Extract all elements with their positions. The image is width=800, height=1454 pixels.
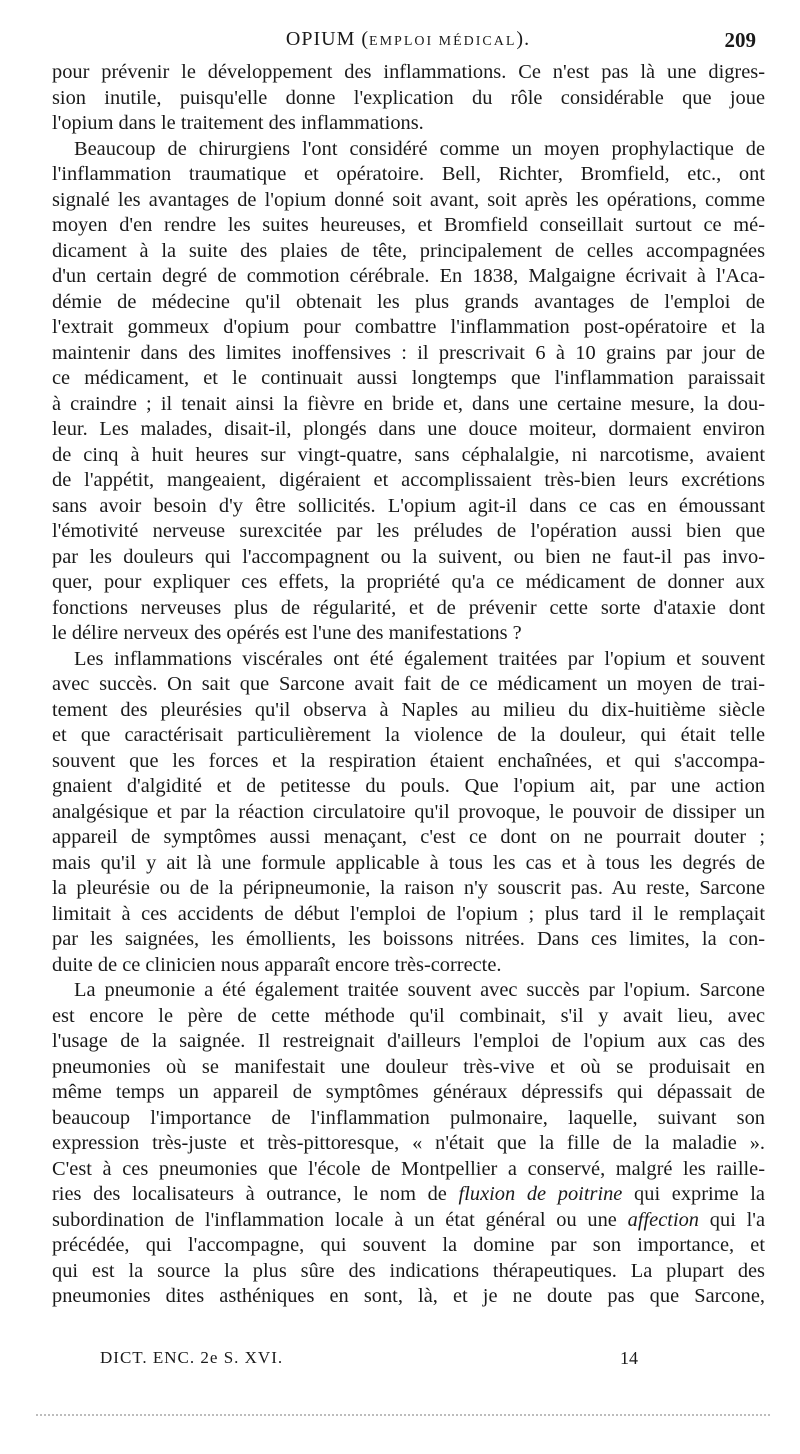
text-line: pneumonies où se manifestait une douleur très-vive et où se produisait en <box>52 1055 765 1078</box>
text-line: expression très-juste et très-pittoresque, « n'était que la fille de la maladie ». <box>52 1132 765 1154</box>
text-line: maintenir dans des limites inoffensives : il prescrivait 6 à 10 grains par jour de <box>52 341 765 364</box>
text-line: démie de médecine qu'il obtenait les plus grands avantages de l'emploi de <box>52 290 765 313</box>
text-line: l'usage de la saignée. Il restreignait d'ailleurs l'emploi de l'opium aux cas des <box>52 1030 765 1052</box>
text-line: par les douleurs qui l'accompagnent ou la suivent, ou bien ne faut-il pas invo- <box>52 545 765 568</box>
text-line: sans avoir besoin d'y être sollicités. L'opium agit-il dans ce cas en émoussant <box>52 494 765 517</box>
text-line: pour prévenir le développement des inflammations. Ce n'est pas là une digres- <box>52 61 765 83</box>
text-line: la pleurésie ou de la péripneumonie, la raison n'y souscrit pas. Au reste, Sarcone <box>52 877 765 899</box>
paragraph-start-line: La pneumonie a été également traitée souvent avec succès par l'opium. Sarcone <box>74 979 765 1001</box>
text-line: l'extrait gommeux d'opium pour combattre l'inflammation post-opératoire et la <box>52 316 765 338</box>
italic-term: fluxion de poitrine <box>458 1183 623 1205</box>
text-line: quer, pour expliquer ces effets, la propriété qu'a ce médicament de donner aux <box>52 571 765 593</box>
text-segment: qui l'a <box>709 1208 766 1231</box>
text-line: même temps un appareil de symptômes généraux dépressifs qui dépassait de <box>52 1081 765 1103</box>
title-end: ). <box>516 28 531 50</box>
text-line-with-italic <box>52 1208 765 1234</box>
text-line: qui est la source la plus sûre des indications thérapeutiques. La plupart des <box>52 1259 765 1282</box>
text-line: avec succès. On sait que Sarcone avait fait de ce médicament un moyen de trai- <box>52 673 765 695</box>
text-line: analgésique et par la réaction circulatoire qu'il provoque, le pouvoir de dissiper un <box>52 800 765 823</box>
text-line: sion inutile, puisqu'elle donne l'explication du rôle considérable que joue <box>52 86 765 109</box>
text-line: souvent que les forces et la respiration étaient enchaînées, et qui s'accompa- <box>52 749 765 772</box>
text-line: limitait à ces accidents de début l'emploi de l'opium ; plus tard il le remplaçait <box>52 902 765 925</box>
text-line: fonctions nerveuses plus de régularité, et de prévenir cette sorte d'ataxie dont <box>52 596 765 619</box>
text-line: à craindre ; il tenait ainsi la fièvre en bride et, dans une certaine mesure, la dou- <box>52 392 765 415</box>
text-line: précédée, qui l'accompagne, qui souvent la domine par son importance, et <box>52 1234 765 1256</box>
page-number: 209 <box>724 28 756 52</box>
dotted-rule <box>36 1414 770 1418</box>
text-line: beaucoup l'importance de l'inflammation pulmonaire, laquelle, suivant son <box>52 1106 765 1129</box>
text-line: dicament à la suite des plaies de tête, principalement de celles accompagnées <box>52 239 765 262</box>
text-line: signalé les avantages de l'opium donné soit avant, soit après les opérations, comme <box>52 188 765 211</box>
text-line: de cinq à huit heures sur vingt-quatre, sans céphalalgie, ni narcotisme, avaient <box>52 443 765 466</box>
text-line: leur. Les malades, disait-il, plongés dans une douce moiteur, dormaient environ <box>52 418 765 440</box>
text-line: duite de ce clinicien nous apparaît encore très-correcte. <box>52 953 502 976</box>
paragraph-start-line: Les inflammations viscérales ont été également traitées par l'opium et souvent <box>74 647 765 670</box>
text-line: l'opium dans le traitement des inflammations. <box>52 112 424 134</box>
page-footer <box>100 1348 760 1372</box>
printer-signature: DICT. ENC. 2e S. XVI. <box>100 1348 284 1367</box>
italic-term: affection <box>627 1208 700 1231</box>
text-line: mais qu'il y ait là une formule applicable à tous les cas et à tous les degrés de <box>52 851 765 874</box>
text-line: appareil de symptômes aussi menaçant, c'est ce dont on ne pourrait douter ; <box>52 826 765 848</box>
title-small-caps: EMPLOI MÉDICAL <box>369 34 517 49</box>
sheet-number: 14 <box>620 1348 638 1368</box>
text-line: et que caractérisait particulièrement la violence de la douleur, qui était telle <box>52 724 765 746</box>
title-main: OPIUM ( <box>285 28 370 50</box>
text-segment: qui exprime la <box>634 1183 765 1205</box>
text-line: l'inflammation traumatique et opératoire. Bell, Richter, Bromfield, etc., ont <box>52 163 765 185</box>
text-line: d'un certain degré de commotion cérébrale. En 1838, Malgaigne écrivait à l'Aca- <box>52 265 765 287</box>
paragraph-start-line: Beaucoup de chirurgiens l'ont considéré comme un moyen prophylactique de <box>74 137 765 160</box>
text-segment: subordination de l'inflammation locale à un état général ou une <box>52 1208 617 1231</box>
body-text <box>52 60 765 1310</box>
text-line-with-italic <box>52 1182 765 1208</box>
running-title <box>52 28 764 51</box>
text-segment: ries des localisateurs à outrance, le nom de <box>52 1183 447 1205</box>
running-header <box>52 28 764 58</box>
text-line: l'émotivité nerveuse surexcitée par les préludes de l'opération aussi bien que <box>52 520 765 542</box>
text-line: moyen d'en rendre les suites heureuses, et Bromfield conseillait surtout ce mé- <box>52 214 765 236</box>
text-line: le délire nerveux des opérés est l'une des manifestations ? <box>52 622 522 644</box>
text-line: pneumonies dites asthéniques en sont, là, et je ne doute pas que Sarcone, <box>52 1285 765 1307</box>
text-line: gnaient d'algidité et de petitesse du pouls. Que l'opium ait, par une action <box>52 775 765 797</box>
text-line: C'est à ces pneumonies que l'école de Montpellier a conservé, malgré les raille- <box>52 1157 765 1180</box>
text-line: ce médicament, et le continuait aussi longtemps que l'inflammation paraissait <box>52 367 765 389</box>
text-line: est encore le père de cette méthode qu'il combinait, s'il y avait lieu, avec <box>52 1004 765 1027</box>
text-line: de l'appétit, mangeaient, digéraient et accomplissaient très-bien leurs excrétions <box>52 469 765 491</box>
text-line: tement des pleurésies qu'il observa à Naples au milieu du dix-huitième siècle <box>52 698 765 721</box>
text-line: par les saignées, les émollients, les boissons nitrées. Dans ces limites, la con- <box>52 928 765 950</box>
